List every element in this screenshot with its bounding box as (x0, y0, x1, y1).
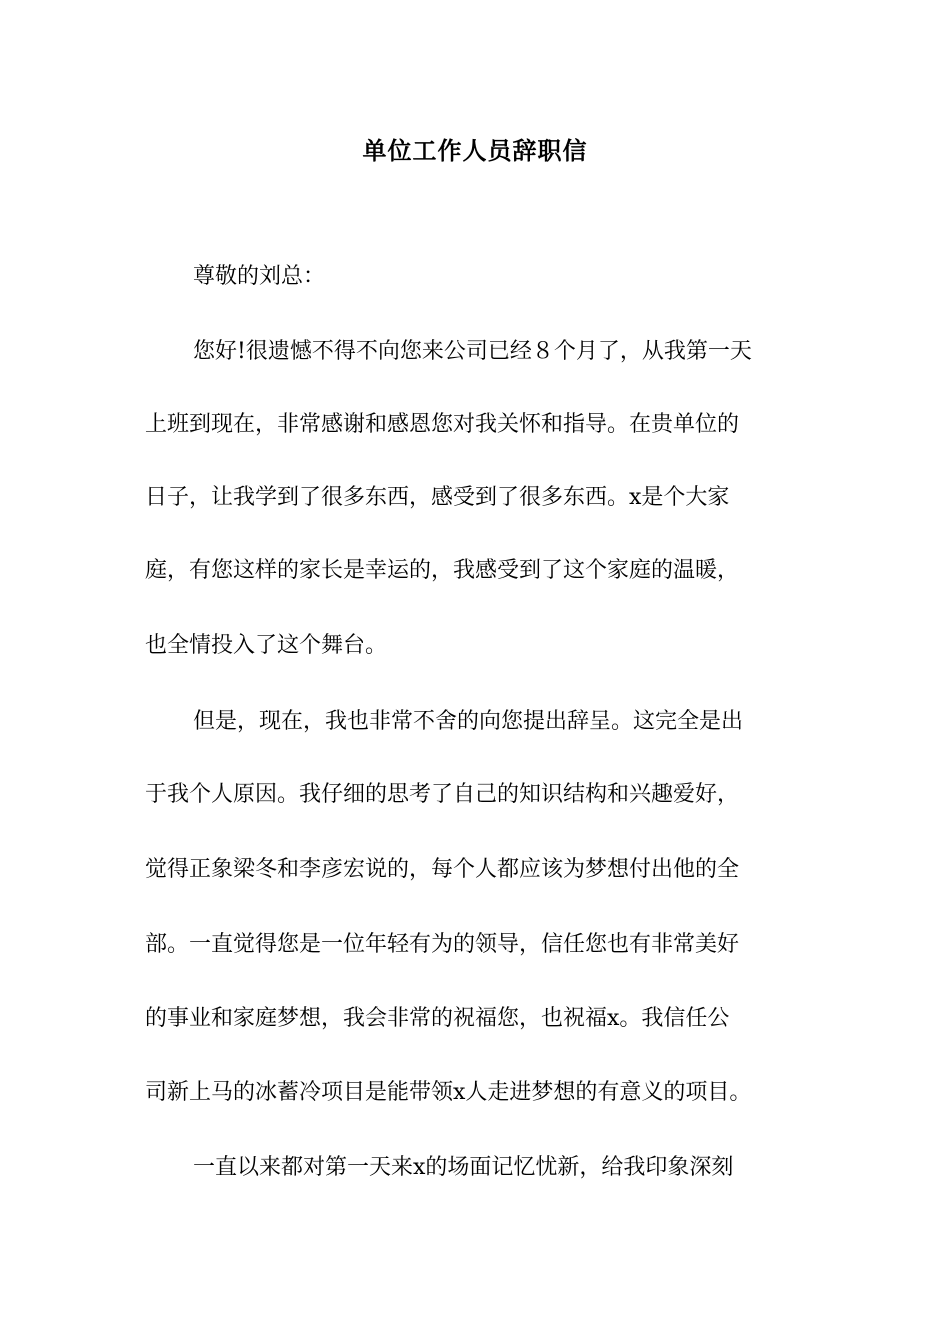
document-title: 单位工作人员辞职信 (362, 136, 588, 165)
body-line: 庭，有您这样的家长是幸运的，我感受到了这个家庭的温暖， (145, 558, 740, 583)
body-line: 上班到现在，非常感谢和感恩您对我关怀和指导。在贵单位的 (145, 412, 740, 437)
body-line: 司新上马的冰蓄冷项目是能带领x人走进梦想的有意义的项目。 (145, 1080, 752, 1105)
body-line: 一直以来都对第一天来x的场面记忆忧新，给我印象深刻 (193, 1155, 734, 1180)
body-line: 但是，现在，我也非常不舍的向您提出辞呈。这完全是出 (193, 709, 744, 734)
body-line: 于我个人原因。我仔细的思考了自己的知识结构和兴趣爱好， (145, 782, 740, 807)
body-line: 的事业和家庭梦想，我会非常的祝福您，也祝福x。我信任公 (145, 1006, 730, 1031)
body-line: 日子，让我学到了很多东西，感受到了很多东西。x是个大家 (145, 485, 730, 510)
body-line: 您好!很遗憾不得不向您来公司已经８个月了，从我第一天 (193, 339, 752, 364)
body-line: 也全情投入了这个舞台。 (145, 633, 388, 658)
salutation: 尊敬的刘总： (193, 264, 326, 289)
body-line: 觉得正象梁冬和李彦宏说的，每个人都应该为梦想付出他的全 (145, 857, 740, 882)
body-line: 部。一直觉得您是一位年轻有为的领导，信任您也有非常美好 (145, 932, 740, 957)
